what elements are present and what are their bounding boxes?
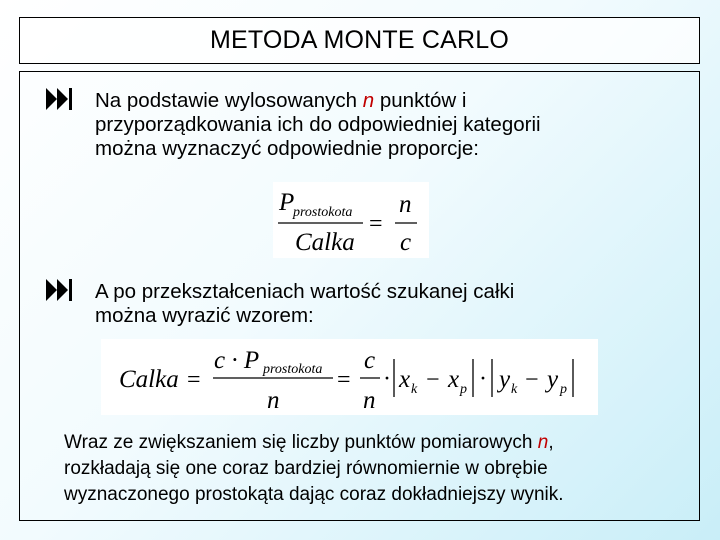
formula1-equals: = xyxy=(369,211,383,237)
formula2-y: y xyxy=(499,366,511,393)
paragraph-2-line-2: można wyrazić wzorem: xyxy=(95,304,314,327)
paragraph-1-line-2: przyporządkowania ich do odpowiedniej kategorii xyxy=(95,113,541,136)
conclusion-line-3: wyznaczonego prostokąta dając coraz dokładniejszy wynik. xyxy=(64,484,564,505)
double-arrow-to-bar-icon xyxy=(46,279,74,301)
formula2-frac1-den: n xyxy=(267,387,280,414)
formula-integral xyxy=(101,339,598,415)
formula2-dot1: · xyxy=(383,366,391,392)
formula2-xp: x xyxy=(448,366,460,393)
variable-n: n xyxy=(362,89,375,112)
double-arrow-to-bar-icon xyxy=(46,88,74,110)
formula2-frac2-den: n xyxy=(363,387,376,414)
paragraph-2 xyxy=(95,280,514,328)
variable-n: n xyxy=(537,432,549,453)
paragraph-1 xyxy=(95,89,541,161)
conclusion-line-1: Wraz ze zwiększaniem się liczby punktów pomiarowych n, xyxy=(64,432,554,453)
conclusion-line-2: rozkładają się one coraz bardziej równomiernie w obrębie xyxy=(64,458,548,479)
formula2-xp-sub: p xyxy=(460,382,467,397)
paragraph-1-line-3: można wyznaczyć odpowiednie proporcje: xyxy=(95,137,480,160)
formula1-num-left-sub: prostokota xyxy=(293,205,353,220)
paragraph-1-line-1: Na podstawie wylosowanych n punktów i xyxy=(95,89,467,112)
formula2-minus2: − xyxy=(525,367,539,393)
formula2-dot2: · xyxy=(479,366,487,392)
formula-proportion xyxy=(273,182,429,258)
formula2-x: x xyxy=(399,366,411,393)
formula2-minus1: − xyxy=(426,367,440,393)
formula1-num-left: P xyxy=(279,189,295,216)
formula1-den-right: c xyxy=(400,229,412,256)
formula2-eq1: = xyxy=(187,367,201,393)
formula2-y-sub: k xyxy=(511,382,518,397)
formula2-frac2-num: c xyxy=(364,347,376,374)
formula1-num-right: n xyxy=(399,191,412,218)
slide-title-box xyxy=(19,17,700,64)
formula1-den-left: Calka xyxy=(295,229,355,256)
formula2-yp-sub: p xyxy=(560,382,567,397)
slide-title: METODA MONTE CARLO xyxy=(209,26,509,54)
formula2-frac1-num: c · P xyxy=(214,347,260,374)
formula2-yp: y xyxy=(547,366,559,393)
conclusion-text xyxy=(64,430,564,508)
formula2-lhs: Calka xyxy=(119,366,179,393)
formula2-x-sub: k xyxy=(411,382,418,397)
formula2-frac1-num-sub: prostokota xyxy=(263,362,323,377)
formula2-eq2: = xyxy=(337,367,351,393)
paragraph-2-line-1: A po przekształceniach wartość szukanej całki xyxy=(95,280,515,303)
